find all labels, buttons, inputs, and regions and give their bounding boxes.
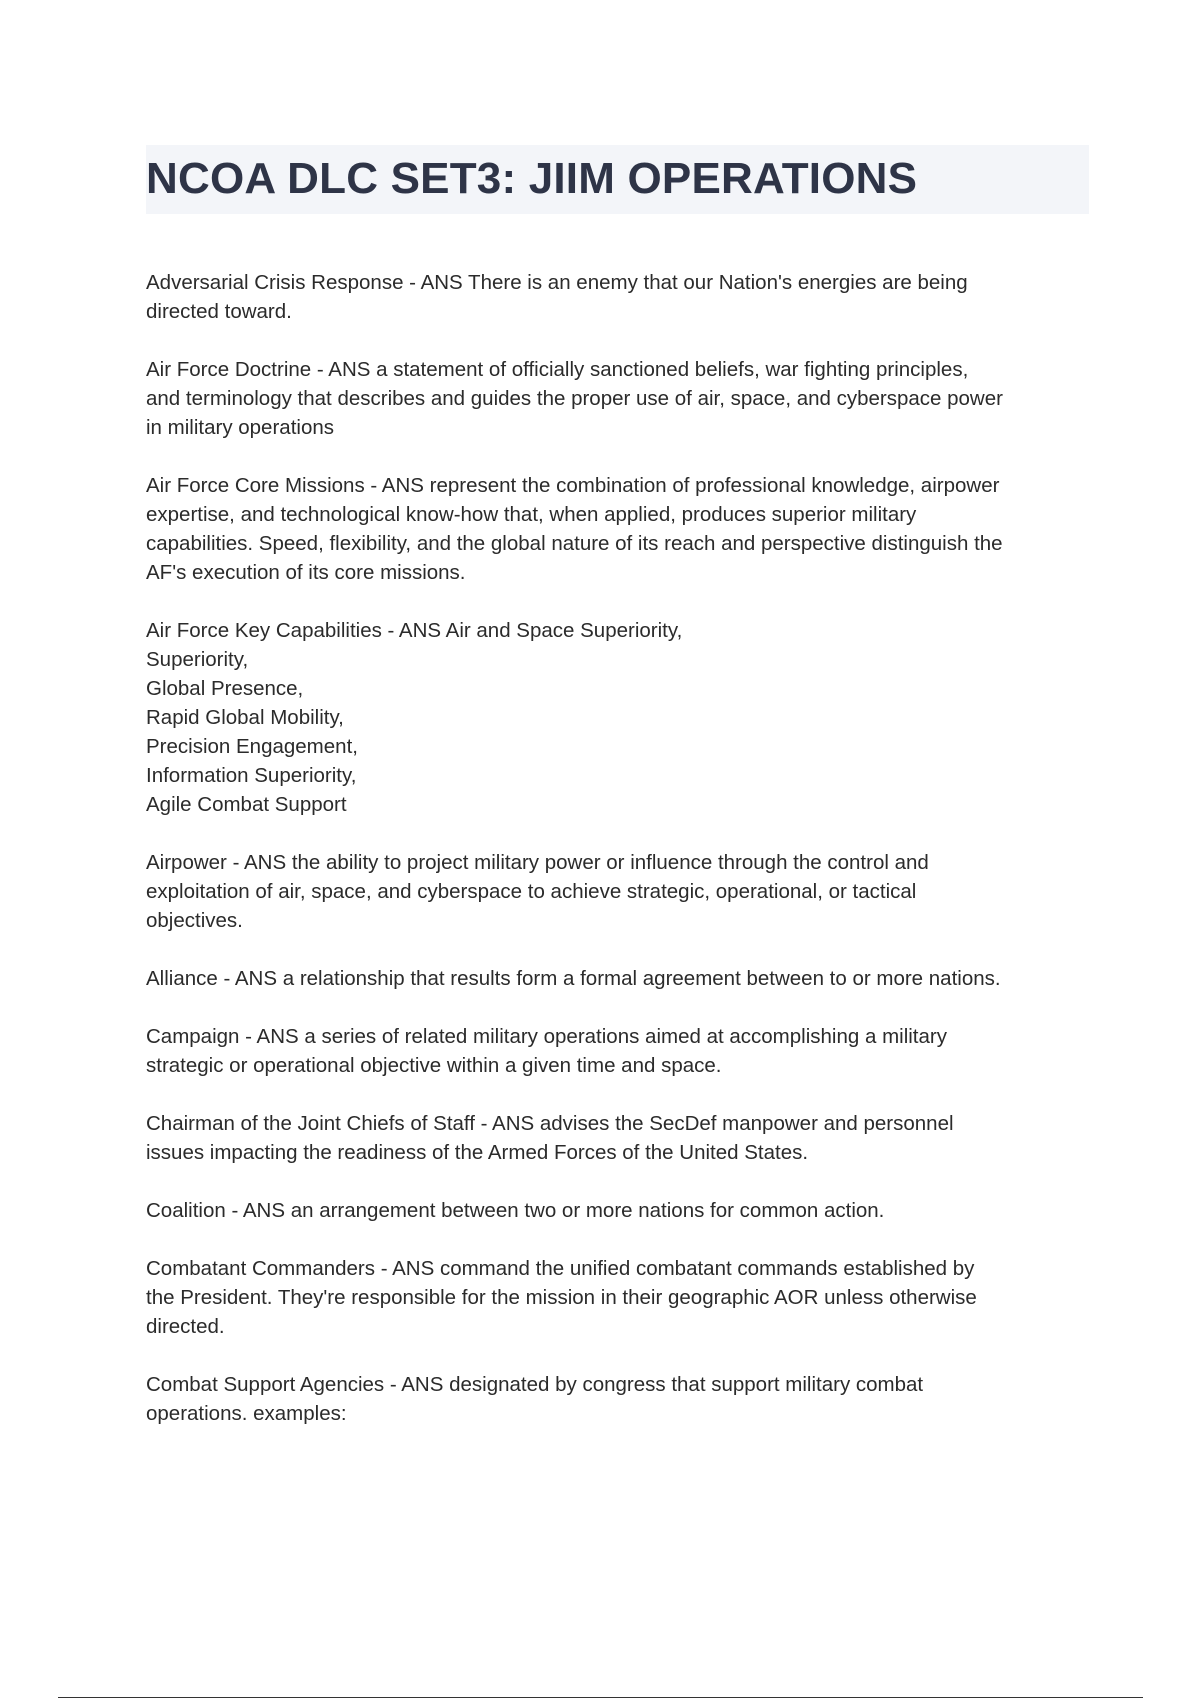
glossary-entry (146, 471, 1094, 587)
footer-divider (58, 1697, 1143, 1698)
document-title: NCOA DLC SET3: JIIM OPERATIONS (146, 154, 918, 203)
glossary-entry (146, 616, 1094, 819)
title-banner (146, 145, 1089, 214)
glossary-entry (146, 1196, 1094, 1225)
glossary-entry (146, 964, 1094, 993)
entry-text: Adversarial Crisis Response - ANS There is an enemy that our Nation's energies are being directed toward. (146, 271, 968, 323)
glossary-entry (146, 268, 1094, 326)
entry-text: Air Force Key Capabilities - ANS Air and Space Superiority, Superiority, Global Presence, Rapid Global Mobility, Precision Engagement, Information Superiority, Agile Combat Support (146, 619, 683, 816)
glossary-entry (146, 1370, 1094, 1428)
glossary-list (146, 268, 1094, 1457)
entry-text: Coalition - ANS an arrangement between two or more nations for common action. (146, 1199, 885, 1222)
entry-text: Alliance - ANS a relationship that results form a formal agreement between to or more nations. (146, 967, 1001, 990)
entry-text: Combat Support Agencies - ANS designated by congress that support military combat operations. examples: (146, 1373, 924, 1425)
entry-text: Air Force Core Missions - ANS represent the combination of professional knowledge, airpower expertise, and technological know-how that, when applied, produces superior military capabilities. Speed, flexibility, and the global nature of its reach and perspective distinguish the AF's execution of its core missions. (146, 474, 1003, 584)
glossary-entry (146, 355, 1094, 442)
glossary-entry (146, 1109, 1094, 1167)
entry-text: Campaign - ANS a series of related military operations aimed at accomplishing a military strategic or operational objective within a given time and space. (146, 1025, 947, 1077)
entry-text: Combatant Commanders - ANS command the unified combatant commands established by the President. They're responsible for the mission in their geographic AOR unless otherwise directed. (146, 1257, 977, 1338)
glossary-entry (146, 1022, 1094, 1080)
entry-text: Chairman of the Joint Chiefs of Staff - ANS advises the SecDef manpower and personnel issues impacting the readiness of the Armed Forces of the United States. (146, 1112, 954, 1164)
entry-text: Air Force Doctrine - ANS a statement of officially sanctioned beliefs, war fighting principles, and terminology that describes and guides the proper use of air, space, and cyberspace power in military operations (146, 358, 1003, 439)
glossary-entry (146, 848, 1094, 935)
glossary-entry (146, 1254, 1094, 1341)
entry-text: Airpower - ANS the ability to project military power or influence through the control and exploitation of air, space, and cyberspace to achieve strategic, operational, or tactical objectives. (146, 851, 929, 932)
